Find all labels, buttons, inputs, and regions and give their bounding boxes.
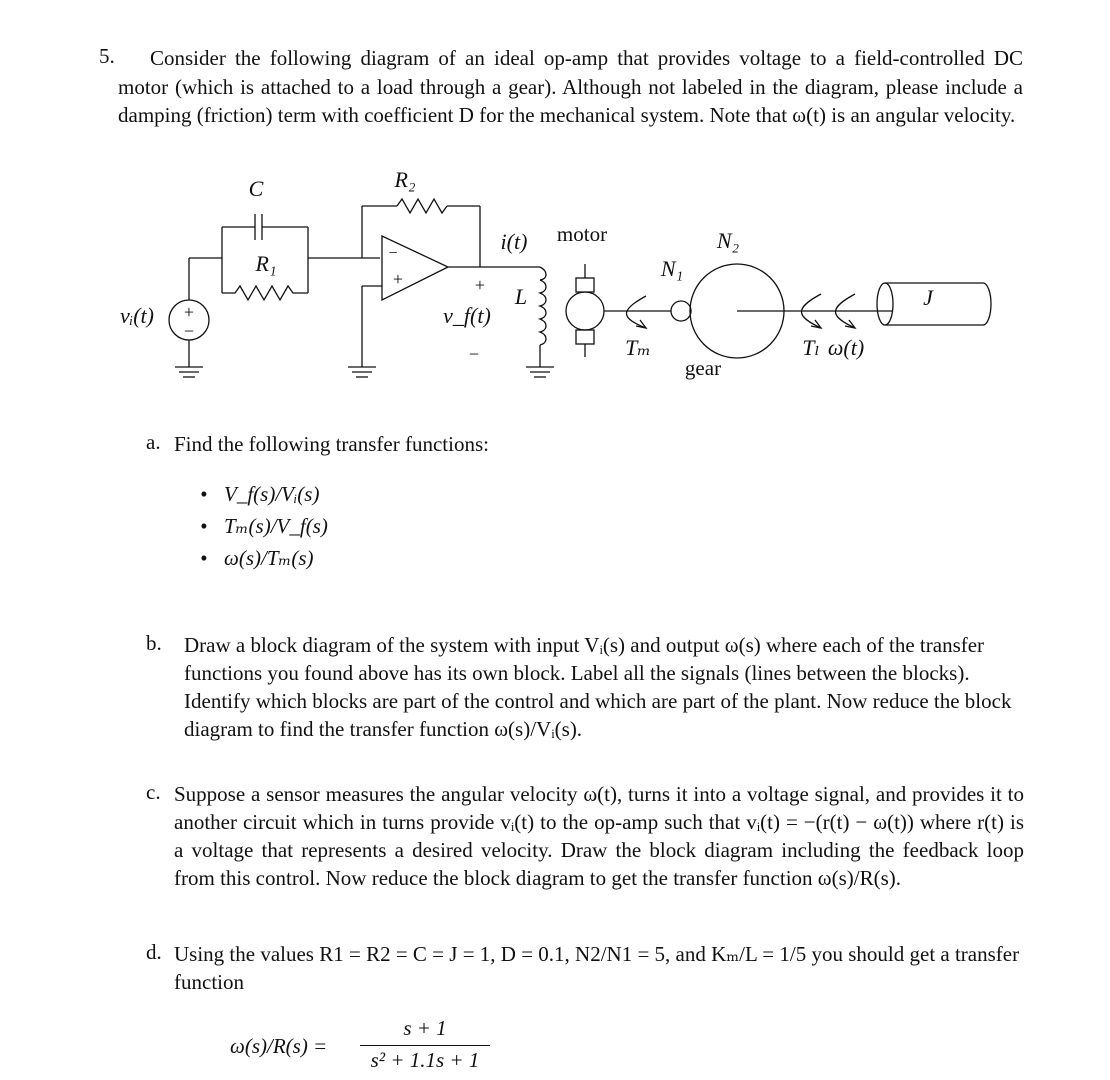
label-j: J: [923, 285, 933, 310]
label-vi: vᵢ(t): [119, 303, 155, 328]
equation-numerator: s + 1: [403, 1016, 447, 1040]
label-motor: motor: [556, 222, 608, 246]
label-n2: N₂: [716, 228, 740, 253]
part-c-label: c.: [146, 780, 161, 804]
label-n1: N₁: [660, 256, 684, 281]
problem-intro-text: Consider the following diagram of an ideal op-amp that provides voltage to a field-controlled DC motor (which is attached to a load through a gear). Although not labeled in the diagram, please include a damping (friction) term with coefficient D for the mechanical system. Note that ω(t) is an angular velocity.: [118, 46, 1023, 127]
part-a-text: Find the following transfer functions:: [174, 432, 489, 456]
resistor-r2: [397, 199, 447, 213]
part-c-text: Suppose a sensor measures the angular velocity ω(t), turns it into a voltage signal, and provides it to another circuit which in turns provide vᵢ(t) to the op-amp such that vᵢ(t) = −(r(t) − ω(t)) where r(t) is a voltage that represents a desired velocity. Draw the block diagram including the feedback loop from this control. Now reduce the block diagram to get the transfer function ω(s)/R(s).: [174, 782, 1024, 890]
load-inertia: [877, 283, 991, 325]
label-tm: Tₘ: [625, 335, 651, 360]
part-a-label: a.: [146, 430, 161, 454]
label-vf-plus: +: [474, 275, 486, 295]
source-minus: −: [183, 321, 195, 341]
resistor-r1: [222, 286, 308, 300]
opamp-plus: +: [392, 269, 404, 289]
motor-body: [566, 292, 604, 330]
part-d-text: Using the values R1 = R2 = C = J = 1, D = 0.1, N2/N1 = 5, and Kₘ/L = 1/5 you should get a transfer function: [174, 942, 1020, 994]
gear-n1: [671, 301, 691, 321]
label-tl: Tₗ: [802, 335, 820, 360]
transfer-function-list: [200, 478, 328, 574]
label-c: C: [248, 176, 264, 201]
part-b-label: b.: [146, 631, 162, 655]
list-item: • Tₘ(s)/V_f(s): [200, 510, 328, 542]
label-omega: ω(t): [827, 335, 865, 360]
motor-brush-bottom: [576, 330, 594, 344]
fraction-bar: [360, 1045, 490, 1046]
label-it: i(t): [500, 229, 528, 254]
list-item: • ω(s)/Tₘ(s): [200, 542, 328, 574]
inductor-coil: [540, 267, 546, 345]
label-r1: R₁: [255, 251, 277, 276]
equation-lhs: ω(s)/R(s) =: [230, 1034, 328, 1058]
equation-denominator: s² + 1.1s + 1: [370, 1048, 480, 1072]
motor-brush-top: [576, 278, 594, 292]
part-b-text: Draw a block diagram of the system with input Vᵢ(s) and output ω(s) where each of the transfer functions you found above has its own block. Label all the signals (lines between the blocks). Identify which blocks are part of the control and which are part of the plant. Now reduce the block diagram to find the transfer function ω(s)/Vᵢ(s).: [184, 633, 1012, 741]
opamp-minus: −: [388, 245, 398, 262]
source-plus: +: [183, 302, 195, 322]
label-gear: gear: [684, 356, 722, 380]
circuit-diagram: [0, 0, 1110, 400]
label-vf-minus: −: [468, 344, 480, 364]
problem-number: 5.: [99, 44, 115, 68]
part-d-label: d.: [146, 940, 162, 964]
label-vf: v_f(t): [443, 303, 491, 328]
label-l: L: [514, 284, 528, 309]
label-r2: R₂: [394, 167, 416, 192]
list-item: • V_f(s)/Vᵢ(s): [200, 478, 328, 510]
